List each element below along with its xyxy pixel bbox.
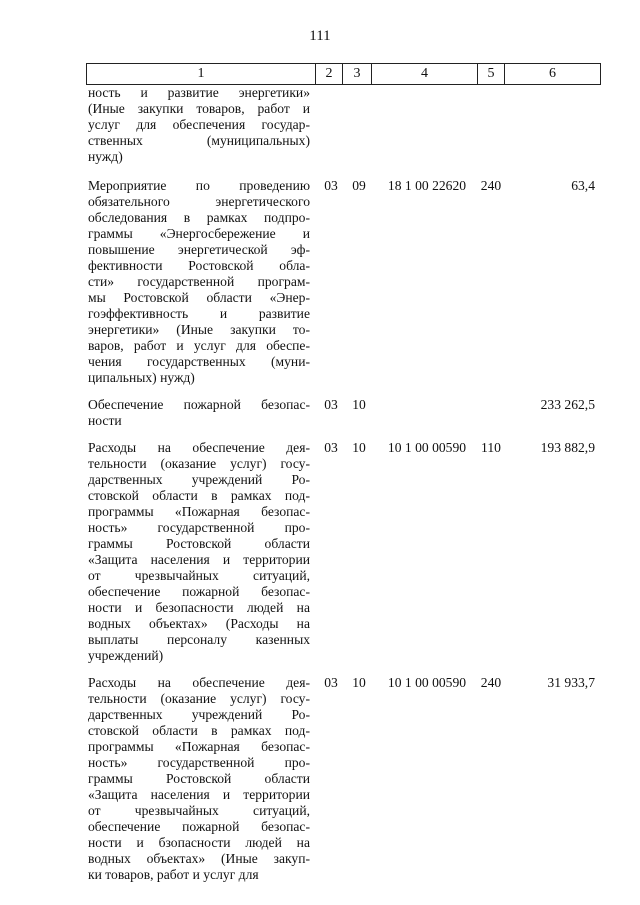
description-line: стовской области в рамках под- [88,723,310,738]
description-line: ность» государственной про- [88,755,310,770]
description-line: сти» государственной програм- [88,274,310,289]
description-line: от чрезвычайных ситуаций, [88,803,310,818]
description-line: Обеспечение пожарной безопас- [88,397,310,412]
description-line: ности и безопасности людей на [88,600,310,615]
target-article-code: 18 1 00 22620 [387,178,467,193]
target-article-code: 10 1 00 00590 [387,675,467,690]
description-line: Расходы на обеспечение дея- [88,675,310,690]
table-row [86,397,600,429]
description-line: гоэффективность и развитие [88,306,310,321]
description-line: программы «Пожарная безопас- [88,504,310,519]
description-line: повышение энергетической эф- [88,242,310,257]
section-code: 03 [324,440,338,455]
description-line: обеспечение пожарной безопас- [88,584,310,599]
table-row [86,440,600,664]
description-line: ственных (муниципальных) [88,133,310,148]
row-description [88,675,310,883]
description-line: граммы «Энергосбережение и [88,226,310,241]
description-line: Расходы на обеспечение дея- [88,440,310,455]
description-line: дарственных учреждений Ро- [88,707,310,722]
description-line: ности и бзопасности людей на [88,835,310,850]
description-line: Мероприятие по проведению [88,178,310,193]
row-description [88,440,310,664]
description-line: (Иные закупки товаров, работ и [88,101,310,116]
description-line: обязательного энергетического [88,194,310,209]
subsection-code: 10 [352,675,366,690]
column-header: 3 [343,64,372,85]
column-header: 1 [87,64,316,85]
column-header: 6 [505,64,601,85]
expense-type-code: 240 [480,675,502,690]
expense-type-code: 240 [480,178,502,193]
table-header [86,63,600,85]
description-line: «Защита населения и территории [88,787,310,802]
description-line: тельности (оказание услуг) госу- [88,456,310,471]
amount-value: 233 262,5 [540,397,595,412]
description-line: граммы Ростовской области [88,536,310,551]
column-header: 4 [372,64,478,85]
description-line: нужд) [88,149,123,164]
description-line: выплаты персоналу казенных [88,632,310,647]
target-article-code: 10 1 00 00590 [387,440,467,455]
section-code: 03 [324,178,338,193]
description-line: водных объектах» (Расходы на [88,616,310,631]
expense-type-code: 110 [481,440,501,455]
description-line: ность» государственной про- [88,520,310,535]
description-line: ципальных) нужд) [88,370,195,385]
description-line: обеспечение пожарной безопас- [88,819,310,834]
section-code: 03 [324,675,338,690]
description-line: фективности Ростовской обла- [88,258,310,273]
table-body [86,85,600,883]
table-row [86,178,600,386]
section-code: 03 [324,397,338,412]
amount-value: 193 882,9 [540,440,595,455]
description-line: обследования в рамках подпро- [88,210,310,225]
description-line: от чрезвычайных ситуаций, [88,568,310,583]
description-line: услуг для обеспечения государ- [88,117,310,132]
row-description [88,85,310,165]
description-line: водных объектах» (Иные закуп- [88,851,310,866]
subsection-code: 10 [352,440,366,455]
description-line: тельности (оказание услуг) госу- [88,691,310,706]
description-line: энергетики» (Иные закупки то- [88,322,310,337]
description-line: «Защита населения и территории [88,552,310,567]
description-line: ность и развитие энергетики» [88,85,310,100]
column-header: 2 [316,64,343,85]
amount-value: 63,4 [571,178,595,193]
description-line: дарственных учреждений Ро- [88,472,310,487]
description-line: граммы Ростовской области [88,771,310,786]
description-line: программы «Пожарная безопас- [88,739,310,754]
description-line: мы Ростовской области «Энер- [88,290,310,305]
table-row [86,675,600,883]
description-line: стовской области в рамках под- [88,488,310,503]
description-line: чения государственных (муни- [88,354,310,369]
amount-value: 31 933,7 [547,675,595,690]
description-line: ки товаров, работ и услуг для [88,867,259,882]
description-line: учреждений) [88,648,164,663]
subsection-code: 10 [352,397,366,412]
row-description [88,397,310,429]
column-header: 5 [478,64,505,85]
table-row [86,85,600,165]
description-line: варов, работ и услуг для обеспе- [88,338,310,353]
row-description [88,178,310,386]
subsection-code: 09 [352,178,366,193]
description-line: ности [88,413,122,428]
page-number: 111 [309,28,331,44]
